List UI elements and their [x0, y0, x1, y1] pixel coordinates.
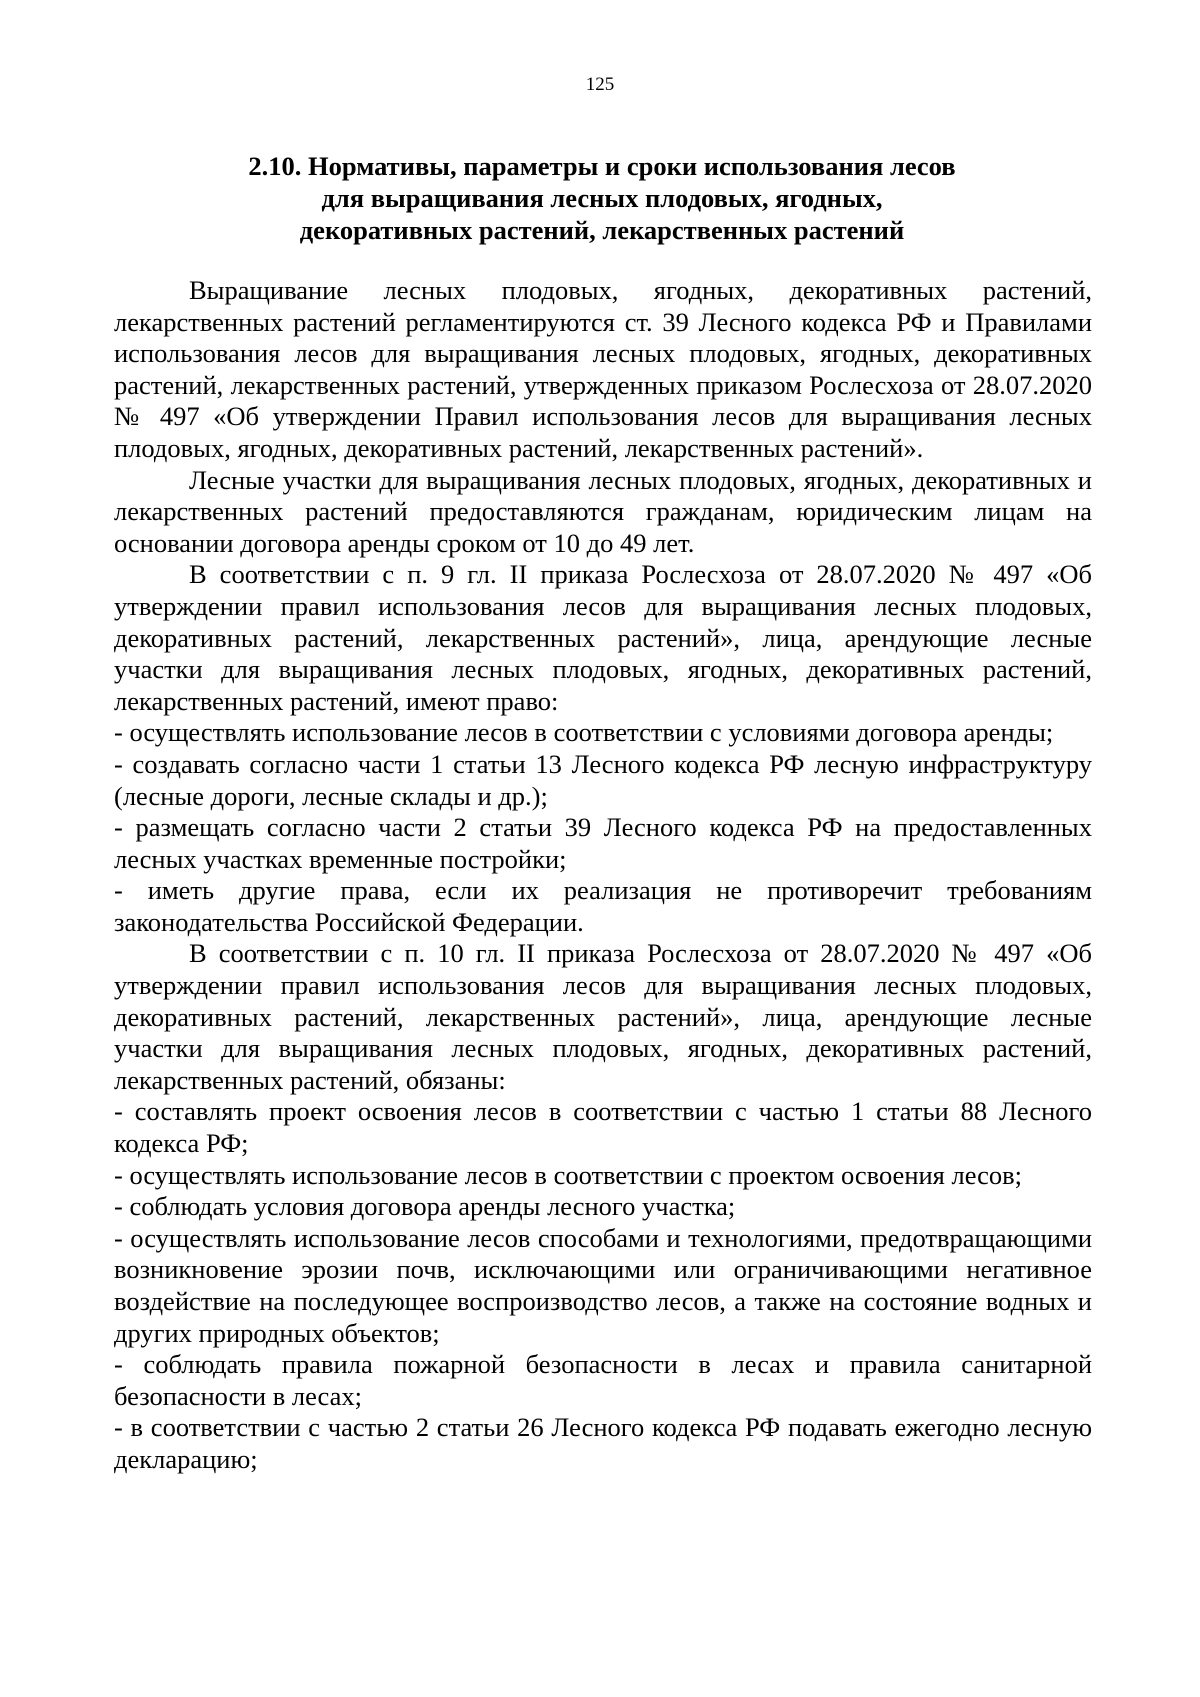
document-body	[114, 275, 1092, 1476]
obligations-list-item: - соблюдать правила пожарной безопасности в лесах и правила санитарной безопасности в лесах;	[114, 1349, 1092, 1411]
paragraph-regulation: Выращивание лесных плодовых, ягодных, декоративных растений, лекарственных растений регламентируются ст. 39 Лесного кодекса РФ и Правилами использования лесов для выращивания лесных плодовых, ягодных, декоративных растений, лекарственных растений, утвержденных приказом Рослесхоза от 28.07.2020 № 497 «Об утверждении Правил использования лесов для выращивания лесных плодовых, ягодных, декоративных растений, лекарственных растений».	[114, 275, 1092, 463]
obligations-list-item: - осуществлять использование лесов в соответствии с проектом освоения лесов;	[114, 1159, 1023, 1190]
obligations-list-item: - в соответствии с частью 2 статьи 26 Лесного кодекса РФ подавать ежегодно лесную декларацию;	[114, 1412, 1092, 1474]
rights-list-item: - создавать согласно части 1 статьи 13 Лесного кодекса РФ лесную инфраструктуру (лесные дороги, лесные склады и др.);	[114, 748, 1092, 811]
paragraph-rights-intro: В соответствии с п. 9 гл. II приказа Рослесхоза от 28.07.2020 № 497 «Об утверждении правил использования лесов для выращивания лесных плодовых, декоративных растений, лекарственных растений», лица, арендующие лесные участки для выращивания лесных плодовых, ягодных, декоративных растений, лекарственных растений, имеют право:	[114, 559, 1092, 716]
paragraph-obligations-intro: В соответствии с п. 10 гл. II приказа Рослесхоза от 28.07.2020 № 497 «Об утверждении правил использования лесов для выращивания лесных плодовых, декоративных растений, лекарственных растений», лица, арендующие лесные участки для выращивания лесных плодовых, ягодных, декоративных растений, лекарственных растений, обязаны:	[114, 938, 1092, 1095]
rights-list-item: - размещать согласно части 2 статьи 39 Лесного кодекса РФ на предоставленных лесных участках временные постройки;	[114, 812, 1092, 874]
obligations-list-item: - осуществлять использование лесов способами и технологиями, предотвращающими возникновение эрозии почв, исключающими или ограничивающими негативное воздействие на последующее воспроизводство лесов, а также на состояние водных и других природных объектов;	[114, 1222, 1092, 1348]
section-heading-line: для выращивания лесных плодовых, ягодных,	[321, 183, 883, 213]
rights-list-item: - иметь другие права, если их реализация не противоречит требованиям законодательства Российской Федерации.	[114, 875, 1092, 937]
page-number: 125	[585, 74, 615, 95]
paragraph-lease-terms: Лесные участки для выращивания лесных плодовых, ягодных, декоративных и лекарственных растений предоставляются гражданам, юридическим лицам на основании договора аренды сроком от 10 до 49 лет.	[114, 464, 1092, 558]
section-heading	[112, 150, 1092, 246]
obligations-list-item: - соблюдать условия договора аренды лесного участка;	[114, 1191, 736, 1222]
obligations-list-item: - составлять проект освоения лесов в соответствии с частью 1 статьи 88 Лесного кодекса РФ;	[114, 1096, 1092, 1159]
rights-list-item: - осуществлять использование лесов в соответствии с условиями договора аренды;	[114, 717, 1054, 748]
section-heading-line: декоративных растений, лекарственных растений	[299, 215, 905, 245]
section-heading-line: 2.10. Нормативы, параметры и сроки использования лесов	[248, 151, 956, 181]
